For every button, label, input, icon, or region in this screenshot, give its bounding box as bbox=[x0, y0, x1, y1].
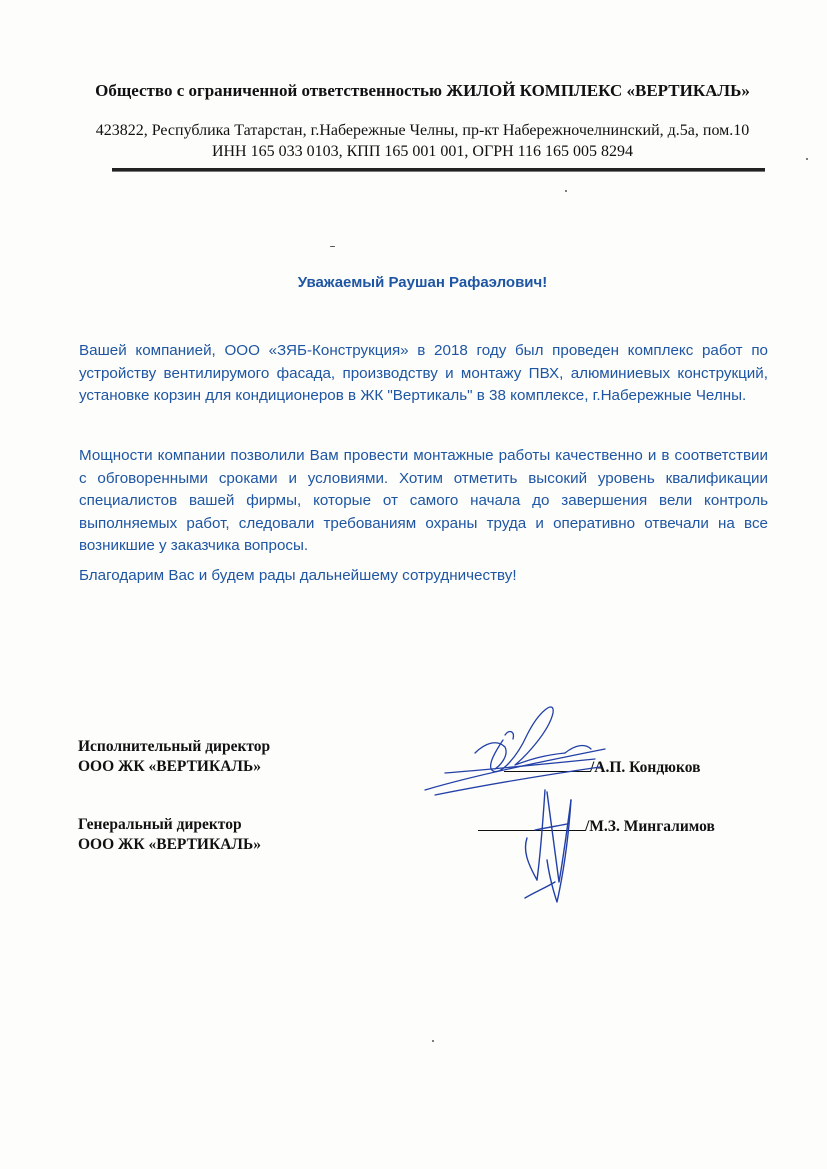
signatory-1-title bbox=[78, 737, 270, 777]
signatory-1-name: /А.П. Кондюков bbox=[590, 759, 701, 776]
scan-speck bbox=[806, 158, 808, 160]
letter-paragraph-2: Мощности компании позволили Вам провести монтажные работы качественно и в соответствии с обговоренными сроками и условиями. Хотим отметить высокий уровень квалификации специалистов вашей фирмы, которые от самого начала до завершения вели контроль выполняемых работ, следовали требованиям охраны труда и оперативно отвечали на все возникшие у заказчика вопросы. bbox=[79, 447, 768, 555]
signatory-2-name: /М.З. Мингалимов bbox=[585, 818, 715, 835]
signatory-2-title bbox=[78, 815, 261, 855]
signatory-2-organization: ООО ЖК «ВЕРТИКАЛЬ» bbox=[78, 836, 261, 853]
company-address: 423822, Республика Татарстан, г.Набережные Челны, пр-кт Набережночелнинский, д.5а, пом.10 bbox=[95, 122, 750, 139]
letter-paragraph-1: Вашей компанией, ООО «ЗЯБ-Конструкция» в 2018 году был проведен комплекс работ по устройству вентилирумого фасада, производству и монтажу ПВХ, алюминиевых конструкций, установке корзин для кондиционеров в ЖК "Вертикаль" в 38 комплексе, г.Набережные Челны. bbox=[79, 342, 768, 405]
signatory-2-position: Генеральный директор bbox=[78, 816, 242, 833]
company-registration-codes: ИНН 165 033 0103, КПП 165 001 001, ОГРН 116 165 005 8294 bbox=[211, 143, 634, 160]
signature-2-image bbox=[505, 770, 590, 910]
header-divider bbox=[112, 168, 765, 172]
signatory-1-position: Исполнительный директор bbox=[78, 738, 271, 755]
company-name: Общество с ограниченной ответственностью ЖИЛОЙ КОМПЛЕКС «ВЕРТИКАЛЬ» bbox=[95, 81, 750, 100]
salutation: Уважаемый Раушан Рафаэлович! bbox=[297, 274, 548, 291]
signatory-1-organization: ООО ЖК «ВЕРТИКАЛЬ» bbox=[78, 758, 261, 775]
scan-speck bbox=[565, 190, 567, 192]
scan-speck bbox=[330, 246, 335, 247]
letter-paragraph-3: Благодарим Вас и будем рады дальнейшему сотрудничеству! bbox=[79, 567, 517, 584]
scan-speck bbox=[432, 1040, 434, 1042]
